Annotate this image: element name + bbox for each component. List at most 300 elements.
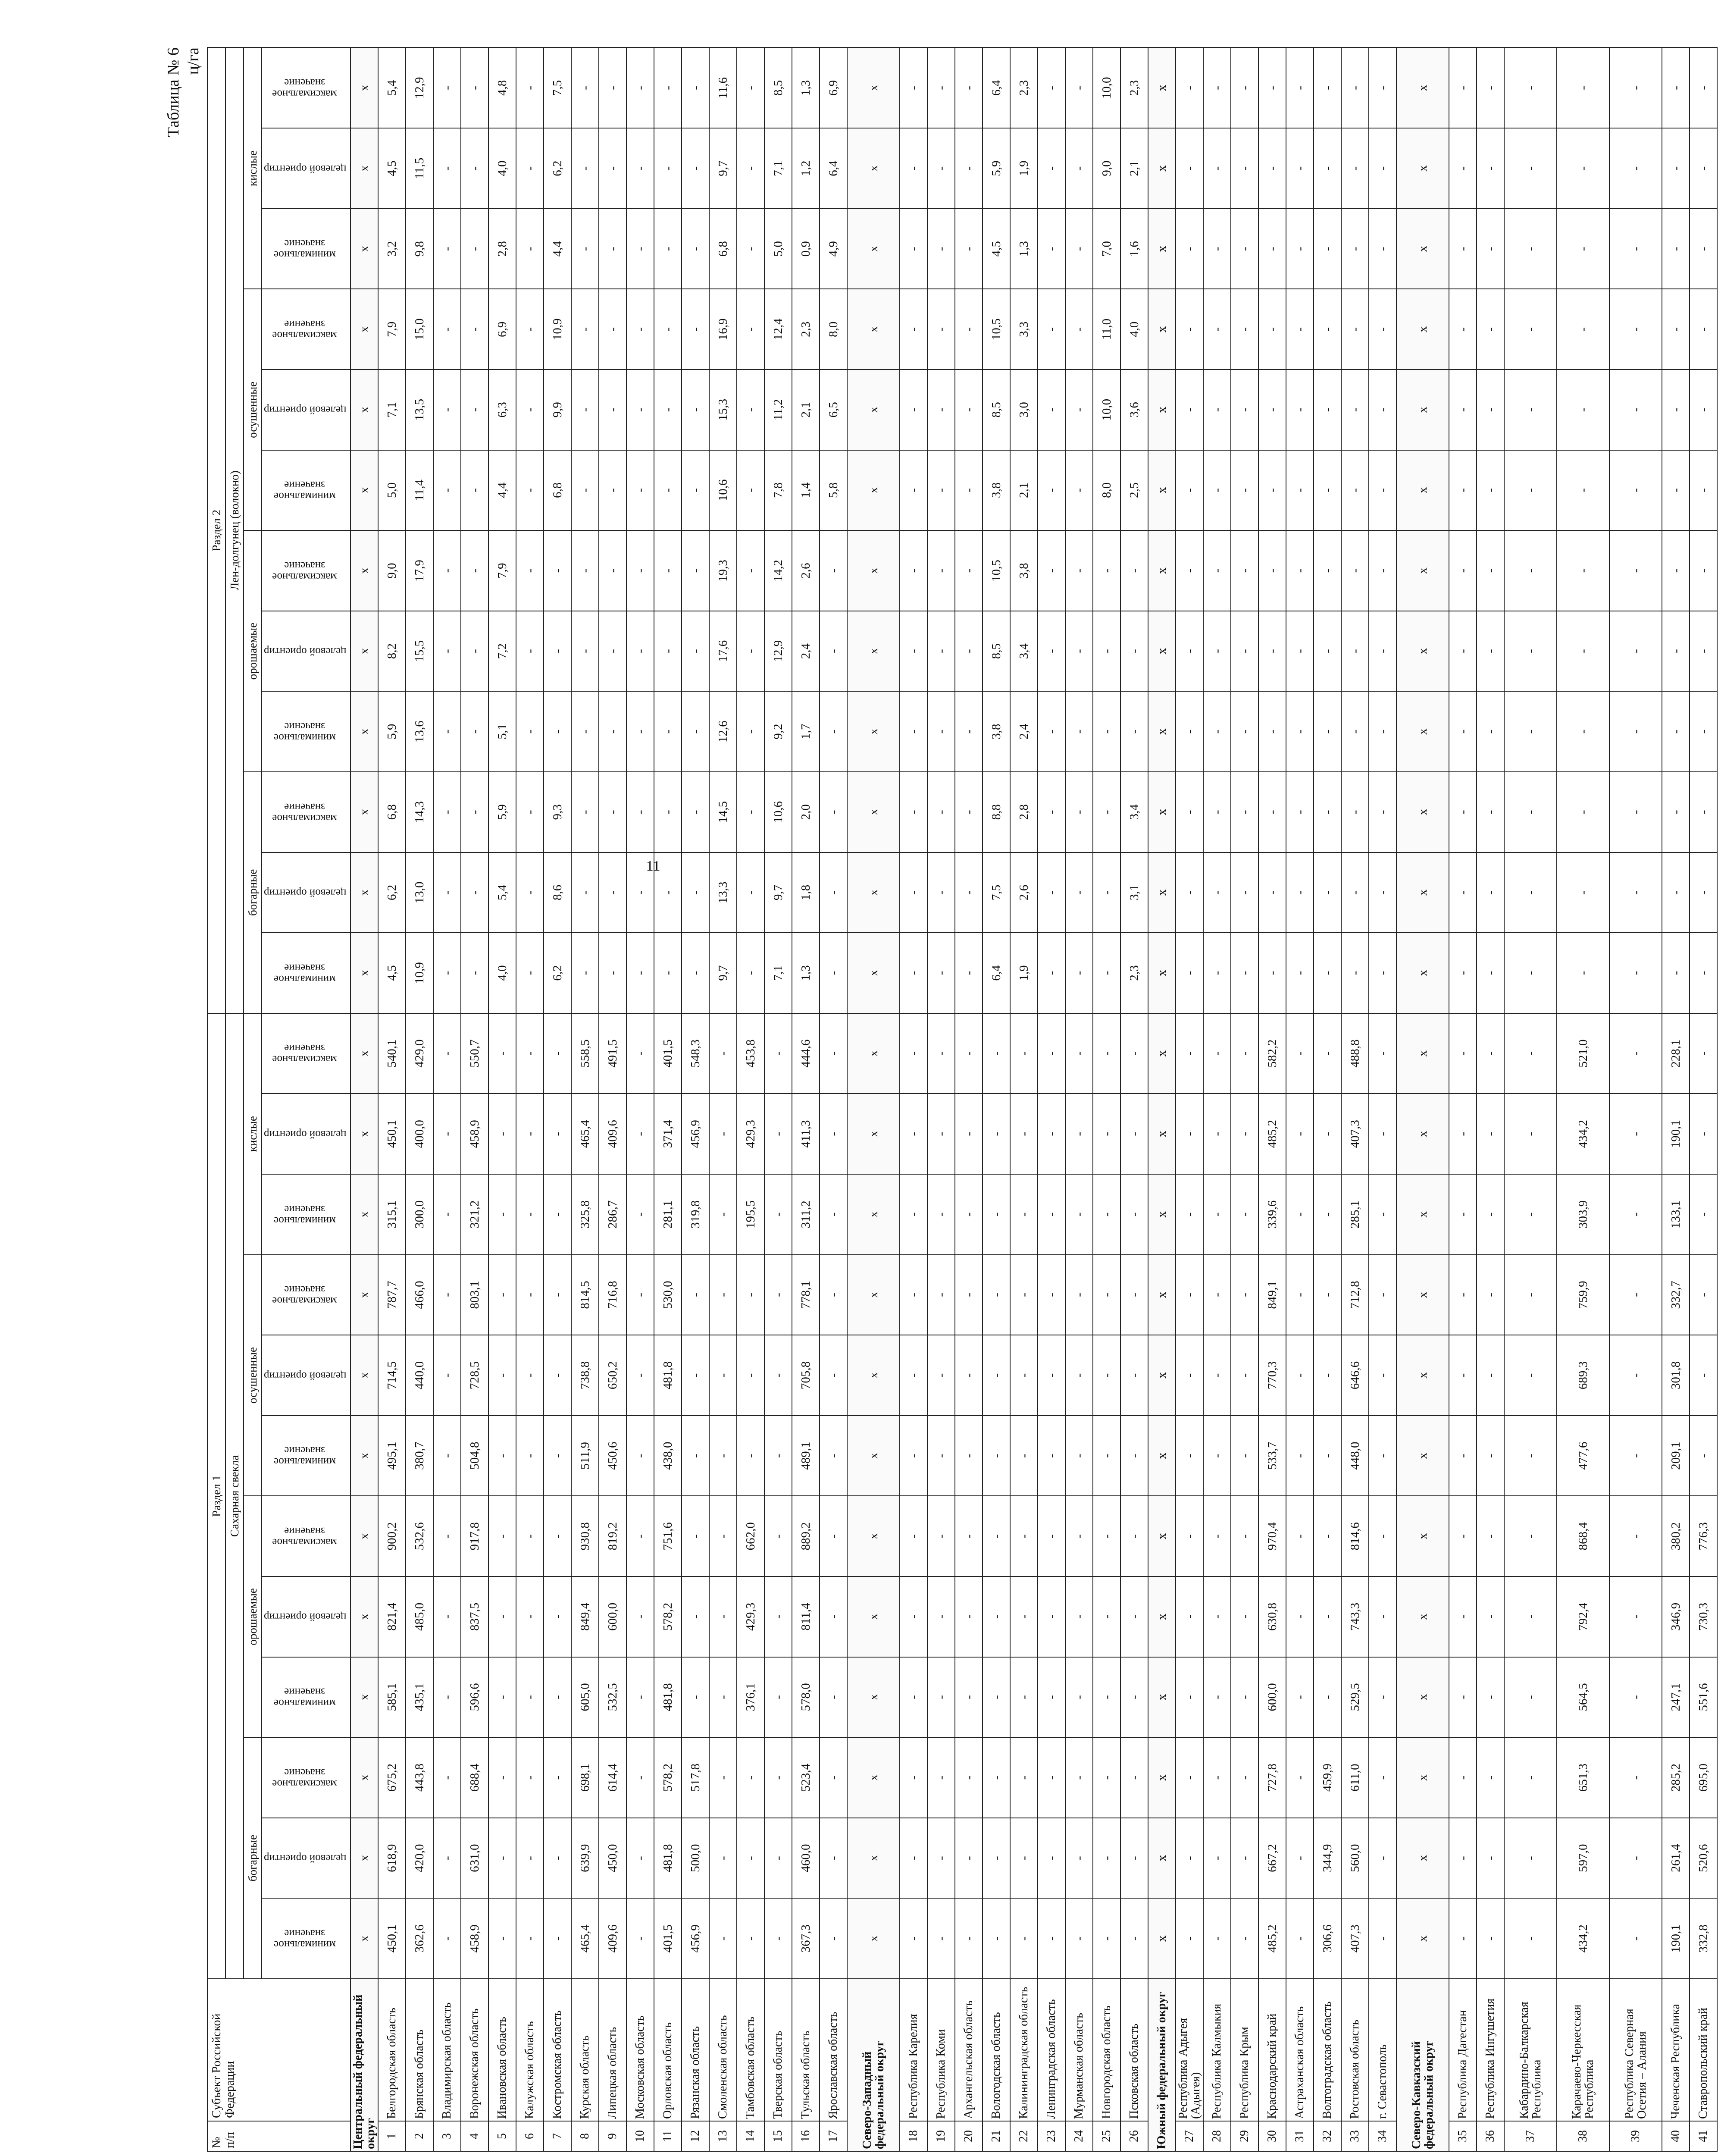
table-row xyxy=(1662,48,1690,2152)
value-cell: 600,0 xyxy=(1258,1657,1286,1738)
value-cell: - xyxy=(737,611,764,692)
value-cell: 900,2 xyxy=(378,1496,406,1576)
value-cell: 465,4 xyxy=(571,1094,599,1174)
value-cell: - xyxy=(1093,611,1120,692)
value-cell: - xyxy=(1231,691,1258,772)
value-cell: - xyxy=(1341,772,1369,852)
header-metric-label: максимальное значение xyxy=(272,318,338,341)
value-cell: 705,8 xyxy=(792,1335,820,1416)
value-cell: 2,0 xyxy=(792,772,820,852)
value-cell: 6,9 xyxy=(820,48,847,128)
table-row xyxy=(1449,48,1477,2152)
row-subject: Архангельская область xyxy=(955,1979,983,2121)
value-cell: 7,5 xyxy=(544,48,571,128)
value-cell: 401,5 xyxy=(654,1898,682,1979)
value-cell: - xyxy=(927,933,955,1013)
value-cell: x xyxy=(847,48,900,128)
value-cell: - xyxy=(654,530,682,611)
value-cell: x xyxy=(350,1255,378,1335)
row-number: 22 xyxy=(1010,2121,1038,2151)
row-number: 8 xyxy=(571,2121,599,2151)
row-subject: Республика Калмыкия xyxy=(1203,1979,1231,2121)
value-cell: - xyxy=(1449,1174,1477,1255)
header-metric-maximum xyxy=(262,48,350,128)
value-cell: - xyxy=(955,450,983,531)
value-cell: - xyxy=(1010,1094,1038,1174)
value-cell: - xyxy=(737,852,764,933)
value-cell: - xyxy=(955,1174,983,1255)
value-cell: - xyxy=(709,1335,737,1416)
value-cell: x xyxy=(350,530,378,611)
value-cell: 5,9 xyxy=(983,128,1010,209)
value-cell: - xyxy=(1286,370,1314,450)
value-cell: - xyxy=(1065,289,1093,370)
value-cell: - xyxy=(1065,1416,1093,1496)
value-cell: - xyxy=(1504,1174,1557,1255)
header-metric-label: целевой ориентир xyxy=(263,1611,347,1623)
header-condition-irrigated: орошаемые xyxy=(244,1496,262,1737)
value-cell: 631,0 xyxy=(461,1818,488,1899)
value-cell: - xyxy=(983,1737,1010,1818)
value-cell: - xyxy=(516,933,544,1013)
value-cell: 481,8 xyxy=(654,1335,682,1416)
value-cell: - xyxy=(1504,1335,1557,1416)
value-cell: - xyxy=(1369,1416,1396,1496)
value-cell: - xyxy=(927,1094,955,1174)
row-subject: Владимирская область xyxy=(433,1979,461,2121)
value-cell: - xyxy=(927,530,955,611)
value-cell: - xyxy=(1093,1335,1120,1416)
value-cell: - xyxy=(516,772,544,852)
value-cell: - xyxy=(461,530,488,611)
value-cell: - xyxy=(544,1174,571,1255)
value-cell: - xyxy=(516,530,544,611)
value-cell: 511,9 xyxy=(571,1416,599,1496)
value-cell: x xyxy=(1396,1013,1449,1094)
value-cell: - xyxy=(571,289,599,370)
value-cell: - xyxy=(682,450,709,531)
value-cell: - xyxy=(900,128,927,209)
value-cell: - xyxy=(1557,128,1609,209)
value-cell: 597,0 xyxy=(1557,1818,1609,1899)
value-cell: - xyxy=(1120,1657,1148,1738)
value-cell: - xyxy=(1609,1416,1662,1496)
value-cell: x xyxy=(847,128,900,209)
value-cell: - xyxy=(1369,1898,1396,1979)
value-cell: - xyxy=(654,852,682,933)
value-cell: - xyxy=(654,691,682,772)
value-cell: - xyxy=(516,1818,544,1899)
row-number: 16 xyxy=(792,2121,820,2151)
value-cell: 450,1 xyxy=(378,1094,406,1174)
value-cell: 448,0 xyxy=(1341,1416,1369,1496)
value-cell: - xyxy=(1065,1657,1093,1738)
value-cell: 517,8 xyxy=(682,1737,709,1818)
value-cell: 1,4 xyxy=(792,450,820,531)
value-cell: 529,5 xyxy=(1341,1657,1369,1738)
value-cell: - xyxy=(955,1094,983,1174)
value-cell: - xyxy=(516,852,544,933)
value-cell: 1,8 xyxy=(792,852,820,933)
value-cell: - xyxy=(488,1657,516,1738)
value-cell: - xyxy=(626,450,654,531)
value-cell: - xyxy=(488,1335,516,1416)
value-cell: - xyxy=(1662,691,1690,772)
value-cell: - xyxy=(927,1255,955,1335)
value-cell: x xyxy=(847,1737,900,1818)
value-cell: - xyxy=(571,48,599,128)
value-cell: 19,3 xyxy=(709,530,737,611)
value-cell: - xyxy=(983,1013,1010,1094)
value-cell: - xyxy=(1120,1094,1148,1174)
value-cell: - xyxy=(1038,1094,1065,1174)
value-cell: 6,2 xyxy=(544,933,571,1013)
table-row xyxy=(792,48,820,2152)
value-cell: 367,3 xyxy=(792,1898,820,1979)
value-cell: 5,0 xyxy=(764,209,792,289)
row-number: 23 xyxy=(1038,2121,1065,2151)
value-cell: - xyxy=(1449,611,1477,692)
value-cell: - xyxy=(927,1174,955,1255)
value-cell: - xyxy=(1258,772,1286,852)
value-cell: 407,3 xyxy=(1341,1898,1369,1979)
value-cell: - xyxy=(516,1416,544,1496)
value-cell: 2,4 xyxy=(792,611,820,692)
value-cell: 438,0 xyxy=(654,1416,682,1496)
value-cell: - xyxy=(599,852,626,933)
value-cell: - xyxy=(433,1094,461,1174)
value-cell: - xyxy=(1231,852,1258,933)
value-cell: x xyxy=(847,852,900,933)
value-cell: x xyxy=(1396,691,1449,772)
value-cell: 4,0 xyxy=(1120,289,1148,370)
value-cell: - xyxy=(1662,611,1690,692)
value-cell: 1,9 xyxy=(1010,933,1038,1013)
value-cell: - xyxy=(1609,289,1662,370)
value-cell: - xyxy=(599,209,626,289)
value-cell: 7,9 xyxy=(378,289,406,370)
row-subject: Московская область xyxy=(626,1979,654,2121)
value-cell: 325,8 xyxy=(571,1174,599,1255)
value-cell: 458,9 xyxy=(461,1094,488,1174)
value-cell: x xyxy=(1148,1657,1176,1738)
value-cell: - xyxy=(599,370,626,450)
value-cell: 520,6 xyxy=(1690,1818,1717,1899)
value-cell: - xyxy=(1504,450,1557,531)
value-cell: - xyxy=(983,1255,1010,1335)
value-cell: - xyxy=(626,1898,654,1979)
header-metric-minimum xyxy=(262,209,350,289)
value-cell: - xyxy=(1038,1818,1065,1899)
value-cell: - xyxy=(488,1818,516,1899)
row-subject: Вологодская область xyxy=(983,1979,1010,2121)
row-subject: Волгоградская область xyxy=(1314,1979,1341,2121)
value-cell: x xyxy=(1396,1094,1449,1174)
table-row xyxy=(1314,48,1341,2152)
value-cell: 429,3 xyxy=(737,1094,764,1174)
value-cell: - xyxy=(1504,1898,1557,1979)
value-cell: 13,0 xyxy=(406,852,433,933)
value-cell: - xyxy=(626,1416,654,1496)
value-cell: - xyxy=(927,691,955,772)
row-subject: Ярославская область xyxy=(820,1979,847,2121)
value-cell: - xyxy=(433,1576,461,1657)
value-cell: - xyxy=(433,128,461,209)
value-cell: - xyxy=(955,1255,983,1335)
value-cell: - xyxy=(1038,1576,1065,1657)
row-number: 13 xyxy=(709,2121,737,2151)
value-cell: - xyxy=(1557,209,1609,289)
value-cell: - xyxy=(737,530,764,611)
value-cell: x xyxy=(847,1335,900,1416)
value-cell: - xyxy=(1065,691,1093,772)
header-metric-target xyxy=(262,1335,350,1416)
value-cell: - xyxy=(654,450,682,531)
value-cell: - xyxy=(900,1657,927,1738)
value-cell: 4,5 xyxy=(983,209,1010,289)
value-cell: 770,3 xyxy=(1258,1335,1286,1416)
value-cell: - xyxy=(1690,370,1717,450)
value-cell: - xyxy=(1231,1416,1258,1496)
value-cell: - xyxy=(1038,1737,1065,1818)
value-cell: 585,1 xyxy=(378,1657,406,1738)
value-cell: - xyxy=(682,1416,709,1496)
value-cell: 6,2 xyxy=(378,852,406,933)
value-cell: - xyxy=(1449,450,1477,531)
value-cell: - xyxy=(737,1416,764,1496)
value-cell: - xyxy=(1065,128,1093,209)
value-cell: - xyxy=(927,852,955,933)
value-cell: x xyxy=(350,1174,378,1255)
value-cell: - xyxy=(1258,691,1286,772)
value-cell: 639,9 xyxy=(571,1818,599,1899)
value-cell: - xyxy=(1662,772,1690,852)
value-cell: 190,1 xyxy=(1662,1094,1690,1174)
value-cell: - xyxy=(488,1013,516,1094)
value-cell: - xyxy=(1369,1094,1396,1174)
value-cell: - xyxy=(900,1818,927,1899)
value-cell: - xyxy=(955,1335,983,1416)
value-cell: - xyxy=(544,1898,571,1979)
value-cell: - xyxy=(1231,1898,1258,1979)
value-cell: - xyxy=(682,128,709,209)
value-cell: - xyxy=(1369,370,1396,450)
district-row xyxy=(350,48,378,2152)
value-cell: 4,4 xyxy=(488,450,516,531)
value-cell: x xyxy=(350,48,378,128)
value-cell: x xyxy=(350,289,378,370)
value-cell: - xyxy=(764,1255,792,1335)
value-cell: - xyxy=(1203,691,1231,772)
value-cell: - xyxy=(516,1255,544,1335)
value-cell: - xyxy=(1477,1496,1504,1576)
value-cell: 614,4 xyxy=(599,1737,626,1818)
value-cell: x xyxy=(1396,450,1449,531)
value-cell: - xyxy=(599,933,626,1013)
value-cell: - xyxy=(516,370,544,450)
value-cell: - xyxy=(1449,1496,1477,1576)
value-cell: 778,1 xyxy=(792,1255,820,1335)
value-cell: 803,1 xyxy=(461,1255,488,1335)
value-cell: - xyxy=(1120,1496,1148,1576)
value-cell: - xyxy=(1477,611,1504,692)
value-cell: - xyxy=(433,1174,461,1255)
value-cell: - xyxy=(433,530,461,611)
row-number: 38 xyxy=(1557,2121,1609,2151)
value-cell: - xyxy=(1286,1818,1314,1899)
value-cell: - xyxy=(544,611,571,692)
value-cell: - xyxy=(900,530,927,611)
value-cell: - xyxy=(1120,1576,1148,1657)
value-cell: - xyxy=(1449,48,1477,128)
value-cell: 814,5 xyxy=(571,1255,599,1335)
value-cell: - xyxy=(1449,370,1477,450)
value-cell: - xyxy=(1093,852,1120,933)
value-cell: 532,6 xyxy=(406,1496,433,1576)
value-cell: - xyxy=(1286,1174,1314,1255)
header-metric-label: максимальное значение xyxy=(272,76,338,100)
value-cell: - xyxy=(1258,852,1286,933)
value-cell: - xyxy=(709,1818,737,1899)
value-cell: 401,5 xyxy=(654,1013,682,1094)
row-number: 36 xyxy=(1477,2121,1504,2151)
value-cell: - xyxy=(626,48,654,128)
value-cell: 532,5 xyxy=(599,1657,626,1738)
header-metric-label: целевой ориентир xyxy=(263,1369,347,1382)
value-cell: x xyxy=(350,691,378,772)
value-cell: - xyxy=(1369,209,1396,289)
value-cell: - xyxy=(1231,289,1258,370)
value-cell: - xyxy=(737,289,764,370)
value-cell: - xyxy=(1203,1576,1231,1657)
value-cell: 1,6 xyxy=(1120,209,1148,289)
header-metric-label: целевой ориентир xyxy=(263,163,347,175)
value-cell: - xyxy=(1477,1898,1504,1979)
value-cell: - xyxy=(1662,370,1690,450)
value-cell: - xyxy=(764,1013,792,1094)
value-cell: - xyxy=(1176,852,1203,933)
value-cell: 849,1 xyxy=(1258,1255,1286,1335)
value-cell: x xyxy=(1396,1496,1449,1576)
value-cell: - xyxy=(1449,933,1477,1013)
value-cell: 429,0 xyxy=(406,1013,433,1094)
value-cell: - xyxy=(1369,772,1396,852)
row-subject: Южный федеральный округ xyxy=(1148,1979,1176,2151)
value-cell: 14,3 xyxy=(406,772,433,852)
value-cell: - xyxy=(461,209,488,289)
value-cell: 9,7 xyxy=(764,852,792,933)
value-cell: 411,3 xyxy=(792,1094,820,1174)
value-cell: 465,4 xyxy=(571,1898,599,1979)
value-cell: - xyxy=(927,128,955,209)
value-cell: - xyxy=(1690,1094,1717,1174)
value-cell: - xyxy=(737,450,764,531)
value-cell: - xyxy=(1369,1496,1396,1576)
value-cell: 209,1 xyxy=(1662,1416,1690,1496)
row-subject: Республика Карелия xyxy=(900,1979,927,2121)
value-cell: - xyxy=(1203,1335,1231,1416)
value-cell: x xyxy=(847,289,900,370)
header-metric-minimum xyxy=(262,1898,350,1979)
value-cell: - xyxy=(433,772,461,852)
value-cell: - xyxy=(820,772,847,852)
value-cell: - xyxy=(709,1416,737,1496)
value-cell: - xyxy=(1477,48,1504,128)
value-cell: - xyxy=(1504,1737,1557,1818)
value-cell: x xyxy=(1148,1818,1176,1899)
value-cell: - xyxy=(900,1094,927,1174)
row-subject: Курская область xyxy=(571,1979,599,2121)
value-cell: - xyxy=(737,1898,764,1979)
row-subject: Астраханская область xyxy=(1286,1979,1314,2121)
value-cell: x xyxy=(1396,1416,1449,1496)
value-cell: - xyxy=(544,1737,571,1818)
row-subject: Мурманская область xyxy=(1065,1979,1093,2121)
value-cell: 5,9 xyxy=(488,772,516,852)
header-condition-acidic: кислые xyxy=(244,1013,262,1255)
value-cell: 362,6 xyxy=(406,1898,433,1979)
value-cell: - xyxy=(654,772,682,852)
value-cell: - xyxy=(626,1335,654,1416)
value-cell: 605,0 xyxy=(571,1657,599,1738)
value-cell: - xyxy=(1449,128,1477,209)
value-cell: 10,0 xyxy=(1093,370,1120,450)
row-number: 40 xyxy=(1662,2121,1690,2151)
value-cell: - xyxy=(1609,852,1662,933)
value-cell: - xyxy=(1449,1013,1477,1094)
table-row xyxy=(1065,48,1093,2152)
value-cell: - xyxy=(1038,1335,1065,1416)
header-condition-rainfed: богарные xyxy=(244,1737,262,1979)
value-cell: - xyxy=(1341,691,1369,772)
value-cell: 8,6 xyxy=(544,852,571,933)
value-cell: 1,2 xyxy=(792,128,820,209)
table-row xyxy=(820,48,847,2152)
value-cell: 716,8 xyxy=(599,1255,626,1335)
value-cell: - xyxy=(1504,852,1557,933)
value-cell: 10,6 xyxy=(709,450,737,531)
value-cell: - xyxy=(433,1416,461,1496)
value-cell: - xyxy=(900,1013,927,1094)
value-cell: - xyxy=(1369,1255,1396,1335)
value-cell: - xyxy=(516,48,544,128)
value-cell: 7,8 xyxy=(764,450,792,531)
value-cell: - xyxy=(1662,128,1690,209)
value-cell: 281,1 xyxy=(654,1174,682,1255)
value-cell: - xyxy=(626,1737,654,1818)
value-cell: - xyxy=(737,933,764,1013)
value-cell: - xyxy=(1477,530,1504,611)
value-cell: 738,8 xyxy=(571,1335,599,1416)
header-metric-minimum xyxy=(262,691,350,772)
table-row xyxy=(488,48,516,2152)
value-cell: 7,1 xyxy=(764,933,792,1013)
value-cell: - xyxy=(1504,530,1557,611)
value-cell: - xyxy=(1258,370,1286,450)
row-subject: Орловская область xyxy=(654,1979,682,2121)
value-cell: 300,0 xyxy=(406,1174,433,1255)
value-cell: x xyxy=(1148,48,1176,128)
value-cell: - xyxy=(1231,1094,1258,1174)
value-cell: - xyxy=(1449,1576,1477,1657)
value-cell: - xyxy=(1449,209,1477,289)
value-cell: x xyxy=(847,370,900,450)
table-row xyxy=(1176,48,1203,2152)
value-cell: 4,8 xyxy=(488,48,516,128)
value-cell: - xyxy=(1690,1174,1717,1255)
value-cell: 689,3 xyxy=(1557,1335,1609,1416)
value-cell: - xyxy=(1203,1496,1231,1576)
